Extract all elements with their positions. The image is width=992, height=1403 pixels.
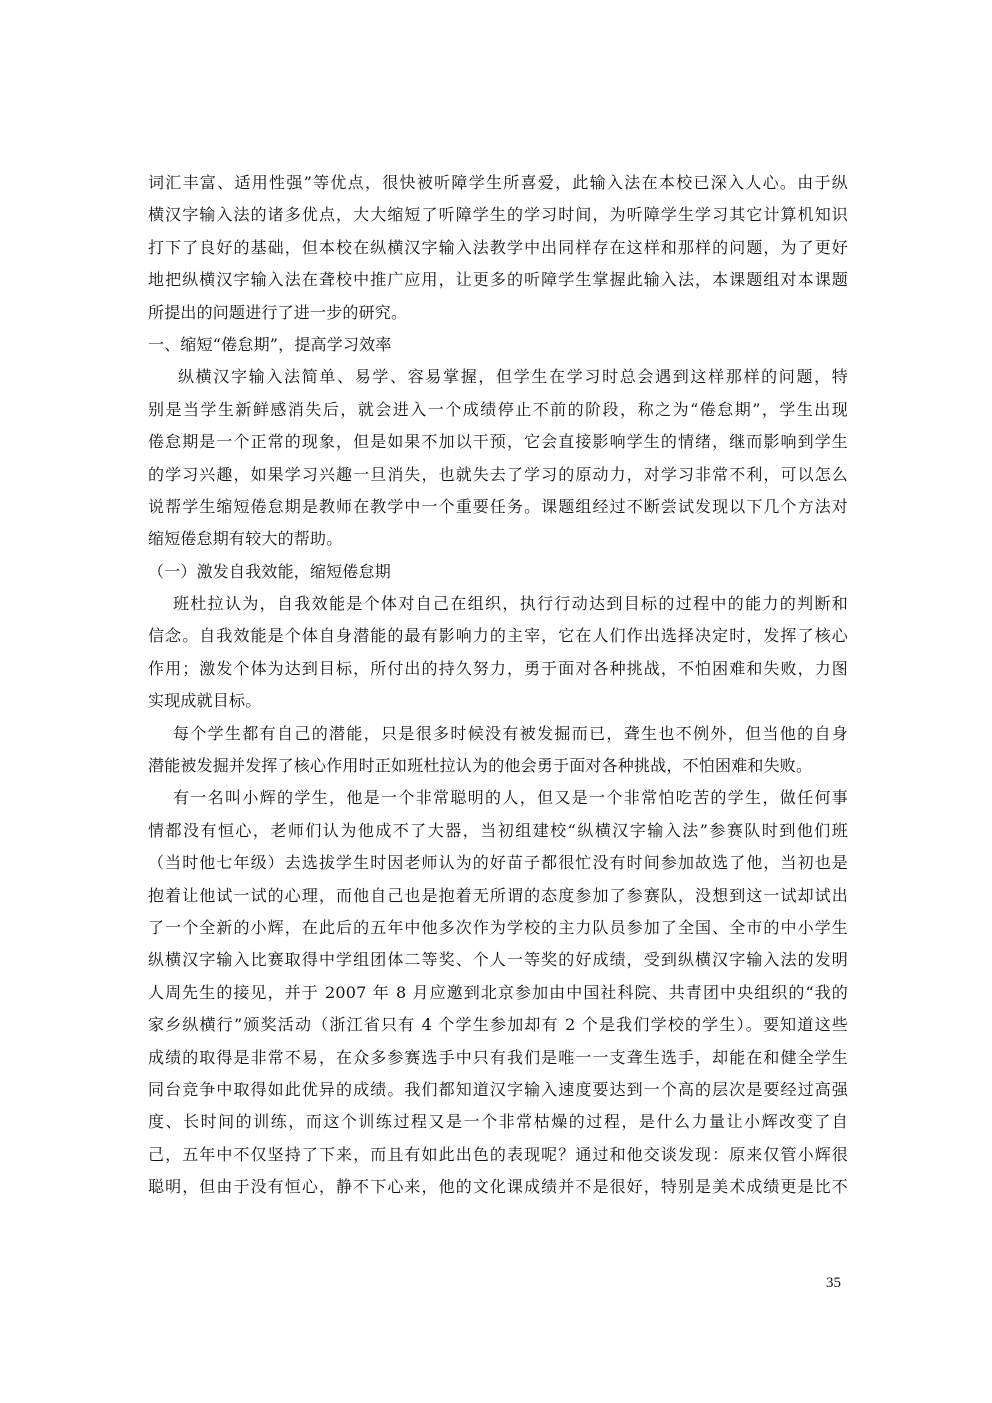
- text-line: 人周先生的接见，并于 2007 年 8 月应邀到北京参加由中国社科院、共青团中央组织的“我的: [148, 982, 848, 1002]
- text-line: 有一名叫小辉的学生，他是一个非常聪明的人，但又是一个非常怕吃苦的学生，做任何事: [173, 788, 848, 808]
- text-line: 同台竞争中取得如此优异的成绩。我们都知道汉字输入速度要达到一个高的层次是要经过高强: [148, 1079, 848, 1099]
- text-line: 每个学生都有自己的潜能，只是很多时候没有被发掘而已，聋生也不例外，但当他的自身: [173, 723, 848, 743]
- text-line: 度、长时间的训练，而这个训练过程又是一个非常枯燥的过程，是什么力量让小辉改变了自: [148, 1112, 848, 1132]
- text-line: 缩短倦怠期有较大的帮助。: [148, 529, 343, 549]
- text-line: 班杜拉认为，自我效能是个体对自己在组织，执行行动达到目标的过程中的能力的判断和: [173, 594, 848, 614]
- text-line: 信念。自我效能是个体自身潜能的最有影响力的主宰，它在人们作出选择决定时，发挥了核心: [148, 626, 848, 646]
- page-number: 35: [826, 1275, 841, 1291]
- text-line: 横汉字输入法的诸多优点，大大缩短了听障学生的学习时间，为听障学生学习其它计算机知识: [148, 205, 848, 225]
- text-line: 聪明，但由于没有恒心，静不下心来，他的文化课成绩并不是很好，特别是美术成绩更是比不: [148, 1177, 848, 1197]
- text-line: 己，五年中不仅坚持了下来，而且有如此出色的表现呢？通过和他交谈发现：原来仅管小辉很: [148, 1144, 848, 1164]
- text-line: 作用；激发个体为达到目标，所付出的持久努力，勇于面对各种挑战，不怕困难和失败，力图: [148, 658, 848, 678]
- text-line: 纵横汉字输入法简单、易学、容易掌握，但学生在学习时总会遇到这样那样的问题，特: [178, 367, 848, 387]
- text-line: （当时他七年级）去选拔学生时因老师认为的好苗子都很忙没有时间参加故选了他，当初也是: [148, 853, 848, 873]
- subsection-heading: （一）激发自我效能，缩短倦怠期: [148, 561, 392, 581]
- text-line: 纵横汉字输入比赛取得中学组团体二等奖、个人一等奖的好成绩，受到纵横汉字输入法的发明: [148, 950, 848, 970]
- text-line: 家乡纵横行”颁奖活动（浙江省只有 4 个学生参加却有 2 个是我们学校的学生）。要知道这些: [148, 1015, 848, 1035]
- section-heading: 一、缩短“倦怠期”，提高学习效率: [148, 334, 392, 354]
- text-line: 实现成就目标。: [148, 691, 262, 711]
- text-line: 地把纵横汉字输入法在聋校中推广应用，让更多的听障学生掌握此输入法，本课题组对本课题: [148, 270, 848, 290]
- text-line: 情都没有恒心，老师们认为他成不了大器，当初组建校“纵横汉字输入法”参赛队时到他们班: [148, 820, 848, 840]
- text-line: 潜能被发掘并发挥了核心作用时正如班杜拉认为的他会勇于面对各种挑战，不怕困难和失败。: [148, 756, 813, 776]
- text-line: 打下了良好的基础，但本校在纵横汉字输入法教学中出同样存在这样和那样的问题，为了更好: [148, 237, 848, 257]
- text-line: 成绩的取得是非常不易，在众多参赛选手中只有我们是唯一一支聋生选手，却能在和健全学生: [148, 1047, 848, 1067]
- text-line: 的学习兴趣，如果学习兴趣一旦消失，也就失去了学习的原动力，对学习非常不利，可以怎么: [148, 464, 848, 484]
- text-line: 说帮学生缩短倦怠期是教师在教学中一个重要任务。课题组经过不断尝试发现以下几个方法对: [148, 496, 848, 516]
- document-body: [148, 167, 848, 1204]
- text-line: 词汇丰富、适用性强”等优点，很快被听障学生所喜爱，此输入法在本校已深入人心。由于纵: [148, 173, 848, 192]
- text-line: 倦怠期是一个正常的现象，但是如果不加以干预，它会直接影响学生的情绪，继而影响到学生: [148, 432, 848, 452]
- text-line: 了一个全新的小辉，在此后的五年中他多次作为学校的主力队员参加了全国、全市的中小学生: [148, 917, 848, 937]
- text-line: 所提出的问题进行了进一步的研究。: [148, 302, 408, 322]
- text-line: 抱着让他试一试的心理，而他自己也是抱着无所谓的态度参加了参赛队，没想到这一试却试出: [148, 885, 848, 905]
- text-line: 别是当学生新鲜感消失后，就会进入一个成绩停止不前的阶段，称之为“倦怠期”，学生出现: [148, 399, 848, 419]
